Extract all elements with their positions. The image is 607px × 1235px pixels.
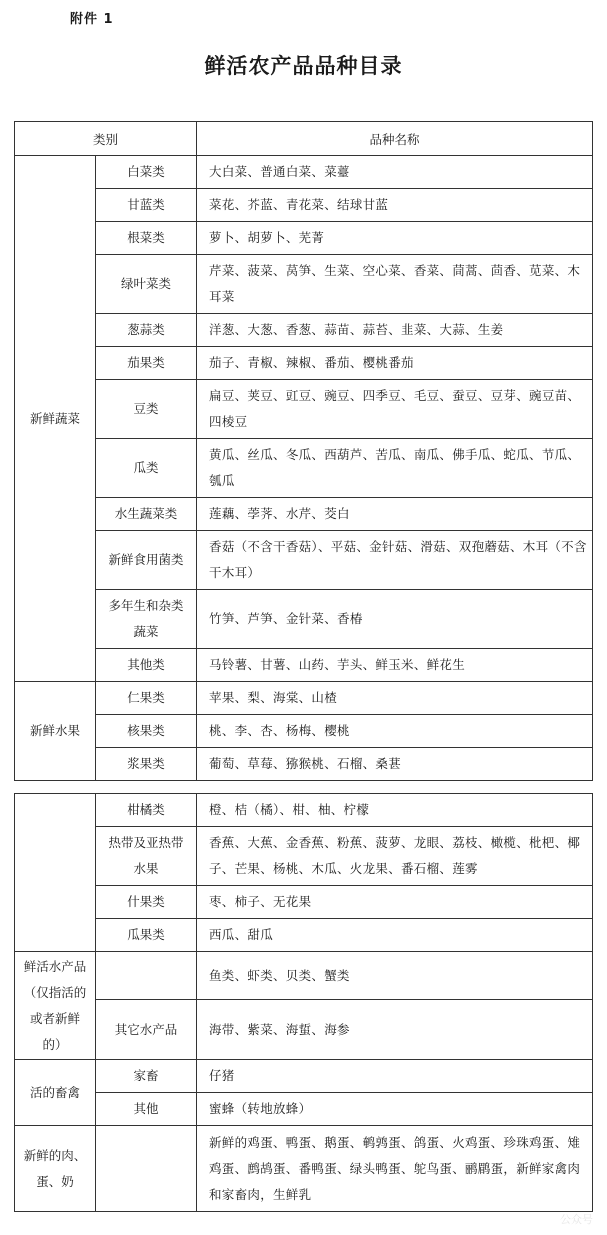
- subcategory-cell: 其他: [96, 1093, 197, 1126]
- items-cell: 枣、柿子、无花果: [197, 886, 593, 919]
- watermark: 公众号: [560, 1213, 593, 1226]
- attachment-label: 附件 1: [70, 12, 114, 27]
- subcategory-cell: [96, 1126, 197, 1212]
- subcategory-cell: 家畜: [96, 1060, 197, 1093]
- group-aquatic: 鲜活水产品（仅指活的或者新鲜的）: [15, 952, 96, 1060]
- subcategory-cell: 绿叶菜类: [96, 255, 197, 314]
- table-row: [15, 590, 593, 649]
- table-row: [15, 222, 593, 255]
- subcategory-cell: 葱蒜类: [96, 314, 197, 347]
- items-cell: 莲藕、荸荠、水芹、茭白: [197, 498, 593, 531]
- subcategory-cell: 水生蔬菜类: [96, 498, 197, 531]
- table-row: [15, 156, 593, 189]
- table-row: [15, 255, 593, 314]
- table-row: [15, 682, 593, 715]
- subcategory-cell: 新鲜食用菌类: [96, 531, 197, 590]
- items-cell: 香菇（不含干香菇）、平菇、金针菇、滑菇、双孢蘑菇、木耳（不含干木耳）: [197, 531, 593, 590]
- subcategory-cell: 热带及亚热带水果: [96, 827, 197, 886]
- catalog-table-part-2: [14, 793, 593, 1212]
- table-row: [15, 1093, 593, 1126]
- items-cell: 竹笋、芦笋、金针菜、香椿: [197, 590, 593, 649]
- table-row: [15, 314, 593, 347]
- items-cell: 香蕉、大蕉、金香蕉、粉蕉、菠萝、龙眼、荔枝、橄榄、枇杷、椰子、芒果、杨桃、木瓜、火龙果、番石榴、莲雾: [197, 827, 593, 886]
- items-cell: 黄瓜、丝瓜、冬瓜、西葫芦、苦瓜、南瓜、佛手瓜、蛇瓜、节瓜、瓠瓜: [197, 439, 593, 498]
- table-row: [15, 748, 593, 781]
- table-row: [15, 715, 593, 748]
- items-cell: 西瓜、甜瓜: [197, 919, 593, 952]
- subcategory-cell: 核果类: [96, 715, 197, 748]
- items-cell: 葡萄、草莓、猕猴桃、石榴、桑葚: [197, 748, 593, 781]
- items-cell: 仔猪: [197, 1060, 593, 1093]
- subcategory-cell: [96, 952, 197, 1000]
- subcategory-cell: 瓜果类: [96, 919, 197, 952]
- subcategory-cell: 其他类: [96, 649, 197, 682]
- table-row: [15, 189, 593, 222]
- subcategory-cell: 豆类: [96, 380, 197, 439]
- subcategory-cell: 仁果类: [96, 682, 197, 715]
- table-row: [15, 498, 593, 531]
- table-row: [15, 952, 593, 1000]
- items-cell: 海带、紫菜、海蜇、海参: [197, 1000, 593, 1060]
- items-cell: 鱼类、虾类、贝类、蟹类: [197, 952, 593, 1000]
- group-fruits-continued: [15, 794, 96, 952]
- group-vegetables: 新鲜蔬菜: [15, 156, 96, 682]
- header-names: 品种名称: [197, 122, 593, 156]
- items-cell: 苹果、梨、海棠、山楂: [197, 682, 593, 715]
- table-row: [15, 649, 593, 682]
- table-header-row: [15, 122, 593, 156]
- table-row: [15, 531, 593, 590]
- subcategory-cell: 白菜类: [96, 156, 197, 189]
- table-row: [15, 1126, 593, 1212]
- items-cell: 芹菜、菠菜、莴笋、生菜、空心菜、香菜、茼蒿、茴香、苋菜、木耳菜: [197, 255, 593, 314]
- table-row: [15, 439, 593, 498]
- subcategory-cell: 什果类: [96, 886, 197, 919]
- items-cell: 扁豆、荚豆、豇豆、豌豆、四季豆、毛豆、蚕豆、豆芽、豌豆苗、四棱豆: [197, 380, 593, 439]
- items-cell: 新鲜的鸡蛋、鸭蛋、鹅蛋、鹌鹑蛋、鸽蛋、火鸡蛋、珍珠鸡蛋、雉鸡蛋、鹧鸪蛋、番鸭蛋、绿头鸭蛋、鸵鸟蛋、鹂鹛蛋，新鲜家禽肉和家畜肉，生鲜乳: [197, 1126, 593, 1212]
- items-cell: 橙、桔（橘）、柑、柚、柠檬: [197, 794, 593, 827]
- table-row: [15, 1060, 593, 1093]
- group-meat: 新鲜的肉、蛋、奶: [15, 1126, 96, 1212]
- table-row: [15, 380, 593, 439]
- table-row: [15, 919, 593, 952]
- subcategory-cell: 瓜类: [96, 439, 197, 498]
- subcategory-cell: 浆果类: [96, 748, 197, 781]
- group-livestock: 活的畜禽: [15, 1060, 96, 1126]
- items-cell: 洋葱、大葱、香葱、蒜苗、蒜苔、韭菜、大蒜、生姜: [197, 314, 593, 347]
- page-title: 鲜活农产品品种目录: [204, 54, 403, 78]
- items-cell: 萝卜、胡萝卜、芜菁: [197, 222, 593, 255]
- items-cell: 马铃薯、甘薯、山药、芋头、鲜玉米、鲜花生: [197, 649, 593, 682]
- group-fruits: 新鲜水果: [15, 682, 96, 781]
- items-cell: 蜜蜂（转地放蜂）: [197, 1093, 593, 1126]
- subcategory-cell: 甘蓝类: [96, 189, 197, 222]
- subcategory-cell: 柑橘类: [96, 794, 197, 827]
- table-row: [15, 886, 593, 919]
- subcategory-cell: 其它水产品: [96, 1000, 197, 1060]
- subcategory-cell: 茄果类: [96, 347, 197, 380]
- table-row: [15, 827, 593, 886]
- table-row: [15, 347, 593, 380]
- items-cell: 桃、李、杏、杨梅、樱桃: [197, 715, 593, 748]
- items-cell: 菜花、芥蓝、青花菜、结球甘蓝: [197, 189, 593, 222]
- items-cell: 茄子、青椒、辣椒、番茄、樱桃番茄: [197, 347, 593, 380]
- subcategory-cell: 根菜类: [96, 222, 197, 255]
- table-row: [15, 1000, 593, 1060]
- items-cell: 大白菜、普通白菜、菜薹: [197, 156, 593, 189]
- header-category: 类别: [15, 122, 197, 156]
- table-row: [15, 794, 593, 827]
- catalog-table-part-1: [14, 121, 593, 781]
- subcategory-cell: 多年生和杂类蔬菜: [96, 590, 197, 649]
